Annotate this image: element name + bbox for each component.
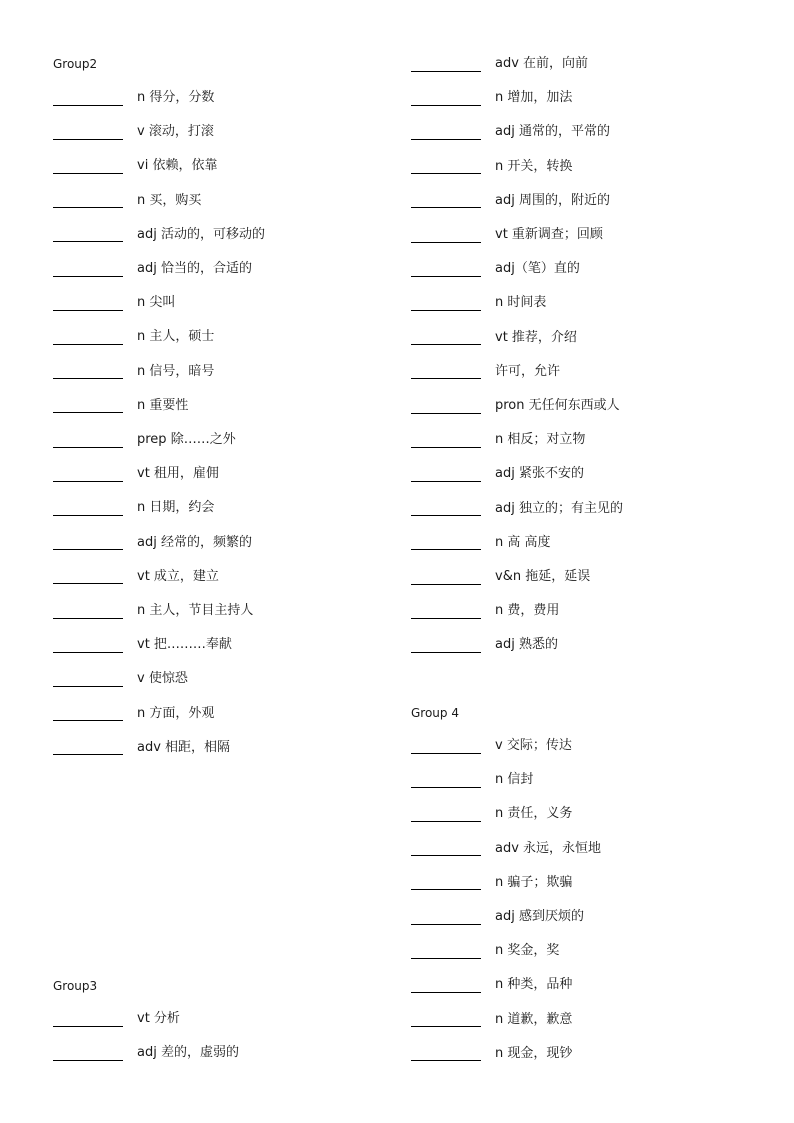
vocab-definition: n 主人，硕士 <box>137 329 215 345</box>
vocab-definition: vt 把………奉献 <box>137 637 232 653</box>
vocab-definition: adj 恰当的，合适的 <box>137 261 252 276</box>
answer-blank[interactable] <box>411 570 481 585</box>
vocab-definition: vi 依赖，依靠 <box>137 158 218 174</box>
vocab-item <box>411 1011 572 1029</box>
group3-heading: Group3 <box>53 979 98 993</box>
answer-blank[interactable] <box>53 706 123 721</box>
answer-blank[interactable] <box>411 228 481 243</box>
vocab-item <box>411 1045 572 1063</box>
vocab-definition: vt 重新调查；回顾 <box>495 227 603 242</box>
vocab-definition: n 方面，外观 <box>137 705 215 721</box>
vocab-item <box>53 397 188 415</box>
vocab-definition: n 高 高度 <box>495 534 551 550</box>
vocab-item <box>411 771 533 789</box>
vocab-item <box>411 602 559 620</box>
vocab-item <box>53 1044 239 1062</box>
answer-blank[interactable] <box>411 1012 481 1027</box>
answer-blank[interactable] <box>411 638 481 653</box>
vocab-item <box>411 397 620 415</box>
vocab-item <box>411 260 580 278</box>
answer-blank[interactable] <box>411 467 481 482</box>
vocab-definition: n 相反；对立物 <box>495 432 586 448</box>
answer-blank[interactable] <box>53 638 123 653</box>
vocab-item <box>411 89 572 107</box>
vocab-item <box>53 602 253 620</box>
answer-blank[interactable] <box>411 159 481 174</box>
answer-blank[interactable] <box>411 330 481 345</box>
vocab-definition: n 开关，转换 <box>495 158 573 174</box>
answer-blank[interactable] <box>411 125 481 140</box>
vocab-definition: n 得分，分数 <box>137 90 215 105</box>
answer-blank[interactable] <box>411 57 481 72</box>
vocab-item <box>411 636 558 654</box>
vocab-definition: n 时间表 <box>495 295 547 311</box>
vocab-definition: n 骗子；欺骗 <box>495 874 573 890</box>
answer-blank[interactable] <box>53 262 123 277</box>
answer-blank[interactable] <box>411 944 481 959</box>
vocab-definition: 许可，允许 <box>495 363 561 379</box>
vocab-item <box>411 123 610 141</box>
answer-blank[interactable] <box>411 841 481 856</box>
answer-blank[interactable] <box>53 535 123 550</box>
vocab-definition: v 交际；传达 <box>495 738 572 753</box>
vocab-definition: n 增加，加法 <box>495 90 573 106</box>
vocab-definition: n 买，购买 <box>137 192 202 208</box>
vocab-item <box>411 329 577 347</box>
vocab-definition: n 信封 <box>495 772 534 788</box>
answer-blank[interactable] <box>411 910 481 925</box>
vocab-item <box>53 568 219 586</box>
vocab-definition: n 尖叫 <box>137 295 176 311</box>
vocab-definition: v 使惊恐 <box>137 671 188 687</box>
vocab-item <box>53 670 188 688</box>
vocab-item <box>411 840 601 858</box>
answer-blank[interactable] <box>411 501 481 516</box>
vocab-item <box>53 705 214 723</box>
vocab-item <box>411 465 584 483</box>
answer-blank[interactable] <box>411 739 481 754</box>
vocab-item <box>53 157 217 175</box>
answer-blank[interactable] <box>53 604 123 619</box>
answer-blank[interactable] <box>411 399 481 414</box>
vocab-definition: adv 相距，相隔 <box>137 739 231 755</box>
vocab-item <box>411 568 590 586</box>
answer-blank[interactable] <box>411 193 481 208</box>
vocab-item <box>53 636 232 654</box>
vocab-definition: v 滚动，打滚 <box>137 124 214 140</box>
vocab-item <box>53 226 265 244</box>
vocab-item <box>53 260 252 278</box>
answer-blank[interactable] <box>53 672 123 687</box>
vocab-item <box>53 431 236 449</box>
vocab-definition: adj 差的，虚弱的 <box>137 1045 239 1061</box>
vocab-item <box>53 499 214 517</box>
vocab-definition: n 费，费用 <box>495 603 560 619</box>
vocab-item <box>53 328 214 346</box>
vocab-definition: n 日期，约会 <box>137 500 215 516</box>
vocab-item <box>411 55 588 73</box>
group4-heading: Group 4 <box>411 706 459 720</box>
answer-blank[interactable] <box>411 91 481 106</box>
answer-blank[interactable] <box>411 978 481 993</box>
answer-blank[interactable] <box>53 330 123 345</box>
vocab-definition: n 奖金，奖 <box>495 943 560 959</box>
answer-blank[interactable] <box>53 433 123 448</box>
vocab-item <box>53 294 175 312</box>
vocab-item <box>411 737 572 755</box>
vocab-definition: adj 感到厌烦的 <box>495 909 584 924</box>
vocab-definition: prep 除……之外 <box>137 432 236 447</box>
answer-blank[interactable] <box>411 1046 481 1061</box>
vocab-definition: n 信号，暗号 <box>137 363 215 379</box>
vocab-definition: adj 独立的；有主见的 <box>495 500 623 516</box>
vocab-definition: n 重要性 <box>137 397 189 413</box>
vocab-definition: adj 紧张不安的 <box>495 466 584 482</box>
answer-blank[interactable] <box>411 296 481 311</box>
vocab-definition: adj（笔）直的 <box>495 261 580 277</box>
vocab-item <box>411 805 572 823</box>
answer-blank[interactable] <box>411 773 481 788</box>
vocab-definition: adv 永远，永恒地 <box>495 840 602 856</box>
answer-blank[interactable] <box>53 159 123 174</box>
vocab-item <box>411 534 551 552</box>
vocab-definition: adj 通常的，平常的 <box>495 124 610 140</box>
answer-blank[interactable] <box>411 262 481 277</box>
vocab-item <box>53 363 214 381</box>
vocab-item <box>53 534 252 552</box>
vocab-definition: n 主人，节目主持人 <box>137 603 254 618</box>
vocab-item <box>53 123 214 141</box>
vocab-definition: adj 经常的，频繁的 <box>137 534 252 550</box>
answer-blank[interactable] <box>53 193 123 208</box>
answer-blank[interactable] <box>53 227 123 242</box>
answer-blank[interactable] <box>411 875 481 890</box>
answer-blank[interactable] <box>53 91 123 106</box>
vocab-definition: n 种类，品种 <box>495 977 573 993</box>
vocab-definition: vt 成立，建立 <box>137 568 219 584</box>
vocab-definition: n 责任，义务 <box>495 806 573 822</box>
answer-blank[interactable] <box>53 1012 123 1027</box>
answer-blank[interactable] <box>411 604 481 619</box>
answer-blank[interactable] <box>53 125 123 140</box>
vocab-definition: vt 租用，雇佣 <box>137 466 219 482</box>
vocab-definition: vt 分析 <box>137 1011 180 1026</box>
answer-blank[interactable] <box>53 364 123 379</box>
answer-blank[interactable] <box>411 535 481 550</box>
vocab-item <box>411 976 572 994</box>
vocab-definition: adj 周围的，附近的 <box>495 192 610 208</box>
group2-heading: Group2 <box>53 57 98 71</box>
answer-blank[interactable] <box>411 807 481 822</box>
vocab-item <box>53 465 219 483</box>
answer-blank[interactable] <box>53 501 123 516</box>
vocab-item <box>411 363 560 381</box>
vocab-item <box>411 158 572 176</box>
vocab-item <box>411 294 546 312</box>
vocab-item <box>53 89 214 107</box>
vocab-definition: adv 在前，向前 <box>495 56 589 71</box>
answer-blank[interactable] <box>53 740 123 755</box>
vocab-item <box>411 431 585 449</box>
answer-blank[interactable] <box>53 296 123 311</box>
vocab-item <box>411 226 603 244</box>
vocab-item <box>411 942 559 960</box>
vocab-item <box>53 739 230 757</box>
answer-blank[interactable] <box>53 467 123 482</box>
vocab-item <box>53 192 201 210</box>
vocab-item <box>53 1010 180 1028</box>
answer-blank[interactable] <box>53 569 123 584</box>
vocab-definition: n 道歉，歉意 <box>495 1011 573 1027</box>
vocab-item <box>411 874 572 892</box>
answer-blank[interactable] <box>411 433 481 448</box>
vocab-item <box>411 500 623 518</box>
vocab-item <box>411 192 610 210</box>
vocab-item <box>411 908 584 926</box>
vocab-definition: adj 活动的，可移动的 <box>137 226 265 242</box>
vocab-definition: v&n 拖延，延误 <box>495 569 591 584</box>
vocab-definition: adj 熟悉的 <box>495 637 558 653</box>
answer-blank[interactable] <box>411 364 481 379</box>
vocab-definition: pron 无任何东西或人 <box>495 398 620 413</box>
vocab-definition: n 现金，现钞 <box>495 1045 573 1061</box>
vocab-definition: vt 推荐，介绍 <box>495 329 577 345</box>
answer-blank[interactable] <box>53 1046 123 1061</box>
answer-blank[interactable] <box>53 398 123 413</box>
